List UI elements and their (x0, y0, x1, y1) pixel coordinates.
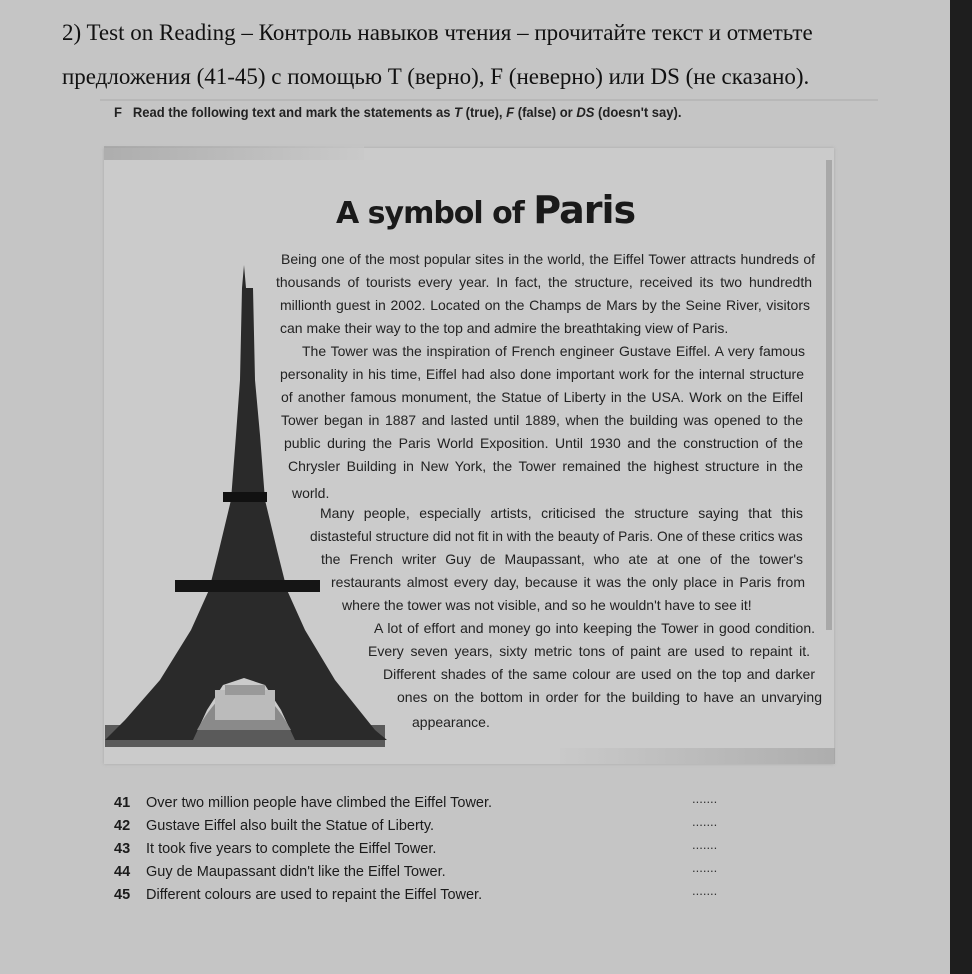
question-44 (114, 864, 446, 880)
ds-label: DS (576, 104, 595, 120)
instruction-text: Read the following text and mark the statements as (132, 104, 455, 120)
question-45 (114, 887, 482, 903)
answer-blank-44[interactable]: ....... (692, 860, 718, 875)
passage-line: Many people, especially artists, criticised the structure saying that this (320, 505, 803, 521)
passage-line: of another famous monument, the Statue of Liberty in the USA. Work on the Eiffel (281, 389, 803, 405)
question-number: 44 (114, 864, 131, 880)
question-41 (114, 795, 492, 811)
passage-line: millionth guest in 2002. Located on the Champs de Mars by the Seine River, visitors (280, 297, 810, 313)
question-number: 43 (114, 841, 131, 857)
instruction-text: (false) or (514, 104, 577, 120)
page-shadow (560, 748, 835, 764)
answer-blank-41[interactable]: ....... (692, 791, 718, 806)
passage-line: Different shades of the same colour are used on the top and darker (383, 666, 815, 682)
question-text: It took five years to complete the Eiffel Tower. (146, 841, 437, 857)
passage-line: restaurants almost every day, because it was the only place in Paris from (331, 574, 805, 590)
f-label: F (506, 104, 515, 120)
question-text: Gustave Eiffel also built the Statue of Liberty. (146, 818, 435, 834)
title-text: A symbol of (336, 196, 534, 231)
question-number: 42 (114, 818, 131, 834)
answer-blank-45[interactable]: ....... (692, 883, 718, 898)
question-43 (114, 841, 436, 857)
passage-line: appearance. (412, 714, 490, 730)
question-text: Guy de Maupassant didn't like the Eiffel Tower. (146, 864, 446, 880)
passage-line: Being one of the most popular sites in the world, the Eiffel Tower attracts hundreds of (281, 251, 815, 267)
t-label: T (454, 104, 463, 120)
answer-blank-43[interactable]: ....... (692, 837, 718, 852)
answer-blank-42[interactable]: ....... (692, 814, 718, 829)
divider (100, 99, 878, 101)
article-title (336, 188, 635, 232)
passage-line: can make their way to the top and admire the breathtaking view of Paris. (280, 320, 729, 336)
page-shadow (826, 160, 832, 630)
question-number: 45 (114, 887, 131, 903)
passage-line: Tower began in 1887 and lasted until 1889, when the building was opened to the (281, 412, 803, 428)
passage-line: distasteful structure did not fit in with the beauty of Paris. One of these critics was (310, 528, 803, 544)
instruction-text: (doesn't say). (594, 104, 682, 120)
page-shadow (104, 146, 364, 160)
passage-line: Chrysler Building in New York, the Tower remained the highest structure in the (288, 458, 803, 474)
instruction (114, 104, 681, 120)
question-number: 41 (114, 795, 131, 811)
passage-line: where the tower was not visible, and so he wouldn't have to see it! (342, 597, 752, 613)
passage-line: ones on the bottom in order for the building to have an unvarying (397, 689, 822, 705)
question-text: Different colours are used to repaint the Eiffel Tower. (146, 887, 483, 903)
instruction-text: (true), (462, 104, 507, 120)
passage-line: A lot of effort and money go into keeping the Tower in good condition. (374, 620, 815, 636)
passage-line: public during the Paris World Exposition. Until 1930 and the construction of the (284, 435, 803, 451)
passage-line: the French writer Guy de Maupassant, who ate at one of the tower's (321, 551, 803, 567)
passage-line: Every seven years, sixty metric tons of paint are used to repaint it. (368, 643, 810, 659)
question-42 (114, 818, 434, 834)
task-heading-line-2: предложения (41-45) с помощью T (верно), F (неверно) или DS (не сказано). (62, 64, 810, 89)
passage-line: world. (292, 485, 330, 501)
dark-edge (950, 0, 972, 974)
exercise-letter: F (114, 104, 122, 120)
passage-line: thousands of tourists every year. In fact, the structure, received its two hundredth (276, 274, 812, 290)
task-heading-line-1: 2) Test on Reading – Контроль навыков чтения – прочитайте текст и отметьте (62, 20, 813, 45)
passage-line: personality in his time, Eiffel had also done important work for the internal structure (280, 366, 804, 382)
title-text-paris: Paris (533, 188, 636, 232)
passage-line: The Tower was the inspiration of French engineer Gustave Eiffel. A very famous (302, 343, 805, 359)
question-text: Over two million people have climbed the Eiffel Tower. (146, 795, 493, 811)
